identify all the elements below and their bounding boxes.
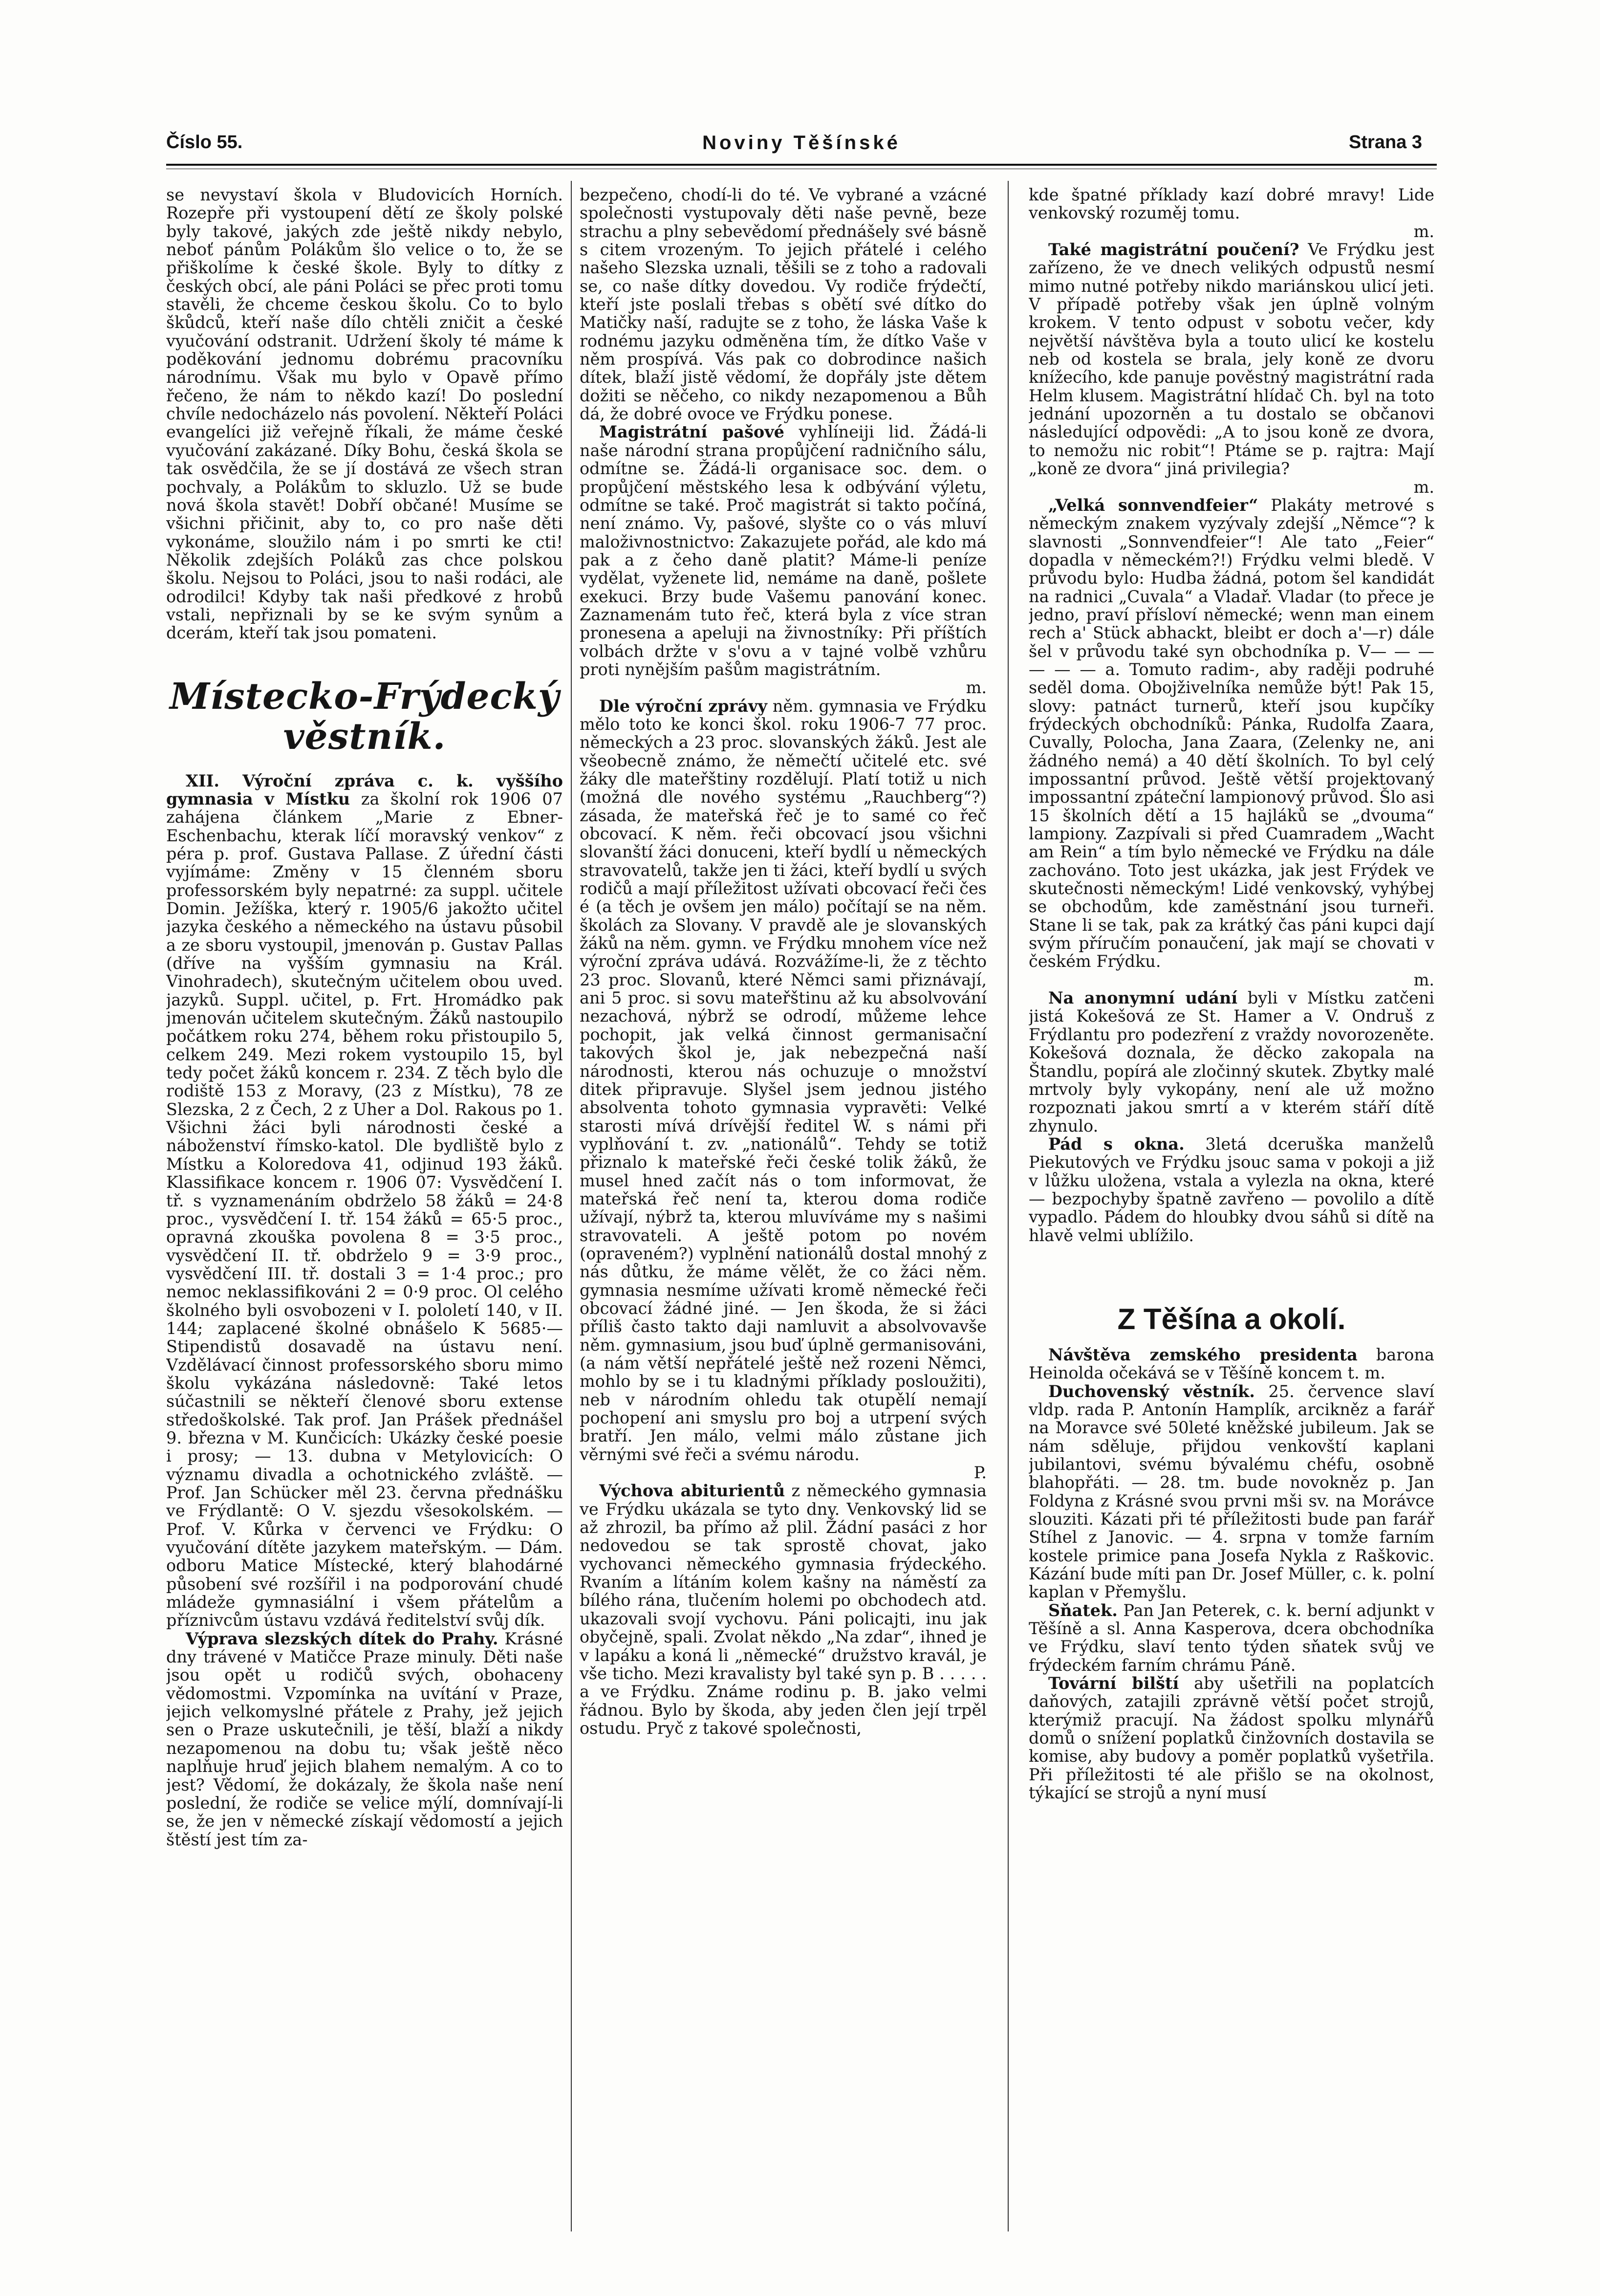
column-divider: [1008, 181, 1009, 2231]
article-paragraph: [1029, 1674, 1434, 1802]
column-3: [1029, 186, 1434, 2229]
article-text: barona Heinolda očekává se v Těšíně koncem t. m.: [1029, 1345, 1434, 1383]
article-signature: m.: [1413, 970, 1434, 989]
article-lead: Duchovenský věstník.: [1048, 1381, 1255, 1401]
article-text: 25. července slaví vldp. rada P. Antonín Hamplík, arcikněz a farář na Moravce své 50leté kněžské jubileum. Jak se nám sděluje, přijdou venkovští kaplani jubilantovi, svému bývalému chéfu, osobně blahopřáti. — 28. tm. bude novokněz p. Jan Foldyna z Krásné svou prvni mši sv. na Morávce slouziti. Kázati při té příležitosti bude pan farář Stíhel z Janovic. — 4. srpna v tomže farním kostele primice pana Josefa Nykla z Raškovic. Kázání bude míti pan Dr. Josef Müller, c. k. polní kaplan v Přemyšlu.: [1029, 1381, 1434, 1602]
page-number: Strana 3: [1349, 132, 1422, 153]
article-text: Pan Jan Peterek, c. k. berní adjunkt v Těšíně a sl. Anna Kasperova, dcera obchodníka ve Frýdku, slaví tento týden sňatek svůj ve frýdeckém farním chrámu Páně.: [1029, 1600, 1434, 1675]
article-text: Ve Frýdku jest zařízeno, že ve dnech velikých odpustů nesmí mimo nutné potřeby nikdo mariánskou ulicí jeti. V případě potřeby však jen úplně volným krokem. V tento odpust v sobotu večer, kdy největší návštěva byla a touto ulicí ke kostelu neb od kostela se brala, jely koně ze dvoru knížecího, kde panuje pověstný magistrátní rada Helm klusem. Magistrátní hlídač Ch. byl na toto jednání upozorněn a tu dostalo se občanovi následující odpovědi: „A to jsou koně ze dvora, to nemožu nic robit“! Ptáme se p. rajtra: Mají „koně ze dvora“ jiná privilegia?: [1029, 240, 1434, 479]
article-paragraph: [580, 1482, 987, 1737]
article-lead: Také magistrátní poučení?: [1048, 240, 1299, 260]
article-text: něm. gymnasia ve Frýdku mělo toto ke konci škol. roku 1906-7 77 proc. německých a 23 proc. slovanských žáků. Jest ale všeobecně známo, že němečtí učitelé etc. své žáky dle mateřštiny rozdělují. Platí totiž u nich (možná dle nového systému „Rauchberg“?) zásada, že mateřská řeč je to samé co řeč obcovací. K něm. řeči obcovací jsou všichni slovanští žáci donuceni, kteří bydlí u německých stravovatelů, takže jen ti žáci, kteří bydlí u svých rodičů a mají příležitost užívati obcovací řeči čes é (a těch je ovšem jen málo) počítají se na něm. školách za Slovany. V pravdě ale je slovanských žáků na něm. gymn. ve Frýdku mnohem více než výroční zpráva udává. Rozvážíme-li, že z těchto 23 proc. Slovanů, které Němci sami přiznávají, ani 5 proc. si sovu mateřštinu až ku absolvování nezachová, nýbrž se odrodí, můžeme lehce pochopit, jak velká činnost germanisační takových škol je, jak nebezpečná naší národnosti, kterou nás ochuzuje o množství ditek připravuje. Slyšel jsem jednou jistého absolventa tohoto gymnasia vypravěti: Velké starosti mívá drívější ředitel W. s námi při vyplňování t. zv. „nationálů“. Tehdy se totiž přiznalo k mateřské řeči české tolik žáků, že musel hned začít nás o tom informovat, že mateřská řeč není ta, kterou doma rodiče užívají, nýbrž ta, kterou mluvíváme my s našimi stravovateli. A ještě potom po novém (opraveném?) vyplnění nationálů dostal mnohý z nás důtku, že máme vělět, že co žáci něm. gymnasia nesmíme užívati kromě německé řeči obcovací žádné jiné. — Jen škoda, že si žáci příliš často takto daji namluvit a absolvovavše něm. gymnasium, jsou buď úplně germanisováni, (a nám větší nepřátelé ještě než rozeni Němci, mohlo by se i tu kladnými příklady posloužiti), neb v národním ohledu tak otupělí nemají pochopení ani smyslu pro boj a utrpení svých bratří. Jen málo, velmi málo zůstane jich věrnými své řeči a svému národu.: [580, 696, 987, 1464]
article-lead: Výchova abiturientů: [599, 1481, 785, 1501]
article-lead: Tovární bilští: [1048, 1674, 1179, 1693]
article-text: z německého gymnasia ve Frýdku ukázala se tyto dny. Venkovský lid se až zhrozil, ba přímo až plil. Žádní pasáci z hor nedovedou se tak sprostě chovat, jako vychovanci německého gymnasia frýdeckého. Rvaním a lítáním kolem kašny na náměstí za bílého rána, tlučením holemi po obchodech atd. ukazovali svojí vychovu. Páni policajti, inu jak obyčejně, spali. Zvolat někdo „Na zdar“, ihned je v lapáku a koná li „německé“ družstvo kravál, je vše ticho. Mezi kravalisty byl také syn p. B . . . . . a ve Frýdku. Známe rodinu p. B. jako velmi řádnou. Bylo by škoda, aby jeden člen její trpěl ostudu. Pryč z takové společnosti,: [580, 1481, 987, 1738]
article-paragraph: [1029, 989, 1434, 1135]
article-paragraph: [166, 1630, 563, 1849]
section-heading: Z Těšína a okolí.: [1117, 1302, 1346, 1335]
article-paragraph: [1029, 1382, 1434, 1601]
article-paragraph: [1029, 1601, 1434, 1674]
article-signature: m.: [1413, 221, 1434, 241]
article-lead: Výprava slezských dítek do Prahy.: [186, 1629, 498, 1648]
article-text: Krásné dny trávené v Matičce Praze minuly. Děti naše jsou opět u rodičů svých, obohaceny vědomostmi. Vzpomínka na uvítání v Praze, jejich velkomyslné přátele z Prahy, jež jejich sen o Praze uskutečnili, je těší, blaží a nikdy nezapomenou na dobu tu; však ještě něco naplňuje hruď jejich blahem nemalým. A co to jest? Vědomí, že dokázaly, že škola naše není poslední, že rodiče se velice mýlí, domnívají-li se, že jen v německé získají vědomostí a jejich štěstí jest tím za-: [166, 1629, 563, 1849]
article-lead: Magistrátní pašové: [599, 422, 784, 442]
article-paragraph: [1029, 1346, 1434, 1382]
page-header: [166, 132, 1437, 161]
issue-number: Číslo 55.: [166, 132, 243, 153]
article-paragraph: [580, 697, 987, 1464]
article-paragraph: [1029, 1135, 1434, 1245]
article-paragraph: [1029, 496, 1434, 971]
article-paragraph: [1029, 241, 1434, 478]
article-signature: P.: [973, 1463, 987, 1483]
article-text: vyhlíneiji lid. Žádá-li naše národní strana propůjčení radničního sálu, odmítne se. Žádá-li organisace soc. dem. o propůjčení městského lesa k odbývání výletu, odmítne se také. Proč magistrát si takto počíná, není známo. Vy, pašové, slyšte co o vás mluví maloživnostnictvo: Zakazujete pořád, ale kdo má pak a z čeho daně platit? Máme-li peníze vydělat, vyženete lid, nemáme na daně, pošlete exekuci. Brzy bude Vašemu panování konec. Zaznamenám tuto řeč, která byla z více stran pronesena a apeluji na živnostníky: Při příštích volbách držte v s'ovu a v tajné volbě vzhůru proti nynějším pašům magistrátním.: [580, 422, 987, 679]
column-divider: [571, 181, 572, 2231]
article-signature: m.: [966, 678, 987, 698]
article-text: byli v Místku zatčeni jistá Kokešová ze St. Hamer a V. Ondruš z Frýdlantu pro podezření z vraždy novorozeněte. Kokešová doznala, že děcko zakopala na Štandlu, popírá ale zločinný skutek. Zbytky malé mrtvoly byly vykopány, není ale už možno rozpoznati jakou smrtí a v kterém stáří dítě zhynulo.: [1029, 988, 1434, 1136]
article-signature: m.: [1413, 477, 1434, 497]
article-lead: „Velká sonnvendfeier“: [1048, 495, 1258, 515]
article-lead: Pád s okna.: [1048, 1134, 1185, 1154]
rubric-heading: Místecko-Frýdecký věstník.: [170, 675, 560, 758]
article-text: aby ušetřili na poplatcích daňových, zatajili zprávně větší počet strojů, kterýmiž pracují. Na žádost spolku mlynářů domů o snížení poplatků činžovních dostavila se komise, aby budovy a poměr poplatků vyšetřila. Při příležitosti té ale přišlo se na okolnost, týkající se strojů a nyní musí: [1029, 1674, 1434, 1803]
article-lead: Sňatek.: [1048, 1600, 1118, 1620]
article-continuation: kde špatné příklady kazí dobré mravy! Lide venkovský rozuměj tomu.: [1029, 186, 1434, 223]
column-2: [580, 186, 987, 2229]
article-lead: Návštěva zemského presidenta: [1048, 1345, 1358, 1364]
article-paragraph: [166, 772, 563, 1630]
newspaper-title: Noviny Těšínské: [702, 132, 901, 153]
column-1: [166, 186, 563, 2229]
article-paragraph: [580, 423, 987, 678]
article-lead: Dle výroční zprávy: [599, 696, 767, 716]
article-lead: XII. Výroční zpráva c. k. vyššího gymnasia v Místku: [166, 771, 563, 809]
header-rule: [166, 164, 1437, 169]
article-continuation: se nevystaví škola v Bludovicích Horních. Rozepře při vystoupení dětí ze školy polské byly takové, jakých zde ještě nikdy nebylo, neboť pánům Polákům šlo velice o to, že se přiškolíme k české škole. Byly to dítky z českých obcí, ale páni Poláci se přec proti tomu stavěli, že chceme českou školu. Co to bylo škůdců, kteří naše dílo chtěli zničit a české vyučování odstranit. Udržení školy té máme k poděkování jednomu dobrému pracovníku národnímu. Však mu bylo v Opavě přímo řečeno, že nám to někdo kazí! Do poslední chvíle nedocházelo nás povolení. Někteří Poláci evangelíci již veřejně říkali, že máme české vyučování zakázané. Díky Bohu, česká škola se tak osvědčila, že se jí dostává ze všech stran pochvaly, a Polákům to skluzlo. Už se bude nová škola stavět! Dobří občané! Musíme se všichni přičinit, aby to, co pro naše děti vykonáme, sloužilo nám i po smrti ke cti! Několik zdejších Poláků zas chce polskou školu. Nejsou to Poláci, jsou to naši rodáci, ale odrodilci! Kdyby tak naši předkové z hrobů vstali, nepřiznali by se ke svým synům a dcerám, kteří tak jsou pomateni.: [166, 186, 563, 643]
article-text: Plakáty metrové s německým znakem vyzývaly zdejší „Němce“? k slavnosti „Sonnvendfeier“! Ale tato „Feier“ dopadla v německém?!) Frýdku velmi bledě. V průvodu bylo: Hudba žádná, potom šel kandidát na radnici „Cuvala“ a Vladař. Vladar (to přece je jedno, praví přísloví německé; wenn man einem rech a' Stück abhackt, bleibt er doch a'—r) dále šel v průvodu také syn obchodníka p. V— — — — — — a. Tomuto radim-, aby raději podruhé seděl doma. Obojživelníka nemůže být! Pak 15, slovy: patnáct turnerů, kteří jsou kupčíky frýdeckých obchodníků: Pánka, Rudolfa Zaara, Cuvally, Polocha, Jana Zaara, (Zelenky ne, ani žádného nemá) a 40 dětí školních. To byl celý impossantní průvod. Ještě větší projektovaný impossantní zpáteční lampionový průvod. Šlo asi 15 školních dětí a 15 hajláků se „dvouma“ lampiony. Zazpívali si před Cuamradem „Wacht am Rein“ a tím bylo německé ve Frýdku na dále zachováno. Toto jest ukázka, jak jest Frýdek ve skutečnosti německým! Lidé venkovský, vyhýbej se obchodům, kde zaměstnání jsou turneři. Stane li se tak, pak za krátký čas páni kupci dají svým příručím ponaučení, jak mají se chovati v českém Frýdku.: [1029, 495, 1434, 971]
article-continuation: bezpečeno, chodí-li do té. Ve vybrané a vzácné společnosti vystupovaly děti naše pevně, beze strachu a plny sebevědomí přednášely své básně s citem vrozeným. To jejich přátelé i celého našeho Slezska uznali, těšili se z toho a radovali se, co naše dítky dovedou. Vy rodiče frýdečtí, kteří jste poslali třebas s obětí své dítko do Matičky naší, radujte se z toho, že láska Vaše k rodnému jazyku odměněna tím, že dítko Vaše v něm prospívá. Vás pak co dobrodince našich dítek, blaží jistě vědomí, že dopřály jste dětem dožiti se něčeho, co nikdy nezapomenou a Bůh dá, že dobré ovoce ve Frýdku ponese.: [580, 186, 987, 424]
article-lead: Na anonymní udání: [1048, 988, 1238, 1008]
article-text: 3letá dceruška manželů Piekutových ve Frýdku jsouc sama v pokoji a již v lůžku uložena, vstala a vylezla na okna, které — bezpochyby špatně zavřeno — povolilo a dítě vypadlo. Pádem do hloubky dvou sáhů si dítě na hlavě velmi ublížilo.: [1029, 1134, 1434, 1245]
article-text: za školní rok 1906 07 zahájena článkem „Marie z Ebner-Eschenbachu, kterak líčí moravský venkov“ z péra p. prof. Gustava Pallase. Z úřední části vyjímáme: Změny v 15 členném sboru professorském byly nepatrné: za suppl. učitele Domin. Ježíška, který r. 1905/6 jakožto učitel jazyka českého a německého na ústavu působil a ze sboru vystoupil, jmenován p. Gustav Pallas (dříve na vyšším gymnasiu na Král. Vinohradech), skutečným učitelem obou uved. jazyků. Suppl. učitel, p. Frt. Hromádko pak jmenován učitelem skutečným. Žáků nastoupilo počátkem roku 274, během roku přistoupilo 5, celkem 249. Mezi rokem vystoupilo 15, byl tedy počet žáků koncem r. 234. Z těch bylo dle rodiště 153 z Moravy, (23 z Místku), 78 ze Slezska, 2 z Čech, 2 z Uher a Dol. Rakous po 1. Všichni žáci byli národnosti české a náboženství římsko-katol. Dle bydliště bylo z Místku a Koloredova 41, odjinud 193 žáků. Klassifikace koncem r. 1906 07: Vysvědčení I. tř. s vyznamenáním obdrželo 58 žáků = 24·8 proc., vysvědčení I. tř. 154 žáků = 65·5 proc., opravná zkouška povolena 8 = 3·5 proc., vysvědčení II. tř. obdrželo 9 = 3·9 proc., vysvědčení III. tř. dostali 3 = 1·4 proc.; pro nemoc neklassifikováni 2 = 0·9 proc. Ol celého školného byli osvobozeni v I. pololetí 140, v II. 144; zaplacené školné obnášelo K 5685·— Stipendistů dosavadě na ústavu není. Vzdělávací činnost professorského sboru mimo školu vykázána následovně: Také letos súčastnili se někteří členové sboru extense středoškolské. Tak prof. Jan Prášek přednášel 9. března v M. Kunčicích: Ukázky české poesie i prosy; — 13. dubna v Metylovicích: O významu divadla a ochotnického zvláště. — Prof. Jan Schücker měl 23. června přednášku ve Frýdlantě: O V. sjezdu všesokolském. — Prof. V. Kůrka v červenci ve Frýdku: O vyučování dítěte jazykem mateřským. — Dám. odboru Matice Místecké, který blahodárné působení své rozšířil i na podporování chudé mládeže gymnasiální i všem přátelům a příznivcům ústavu vzdává ředitelství svůj dík.: [166, 789, 563, 1630]
